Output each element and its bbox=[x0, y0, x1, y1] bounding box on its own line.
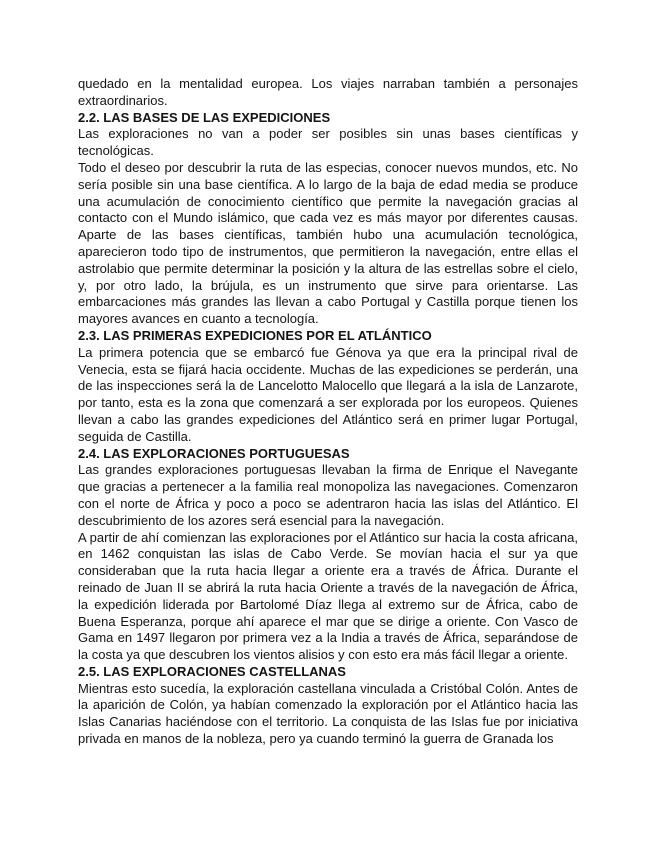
paragraph-castellanas: Mientras esto sucedía, la exploración castellana vinculada a Cristóbal Colón. Antes de la aparición de Colón, ya habían comenzado la exploración por el Atlántico hacia las Islas Canarias haciéndose con el territorio. La conquista de las Islas fue por iniciativa privada en manos de la nobleza, pero ya cuando terminó la guerra de Granada los bbox=[78, 680, 578, 747]
paragraph-portuguesas-detail: A partir de ahí comienzan las exploraciones por el Atlántico sur hacia la costa africana, en 1462 conquistan las islas de Cabo Verde. Se movían hacia el sur ya que consideraban que la ruta hacia llegar a oriente era a través de África. Durante el reinado de Juan II se abrirá la ruta hacia Oriente a través de la navegación de África, la expedición liderada por Bartolomé Díaz llega al extremo sur de África, cabo de Buena Esperanza, porque ahí aparece el mar que se dirige a oriente. Con Vasco de Gama en 1497 llegaron por primera vez a la India a través de África, separándose de la costa ya que descubren los vientos alisios y con esto era más fácil llegar a oriente. bbox=[78, 529, 578, 663]
document-page bbox=[78, 76, 578, 748]
section-heading-bases-expediciones: 2.2. LAS BASES DE LAS EXPEDICIONES bbox=[78, 109, 331, 125]
section-heading-primeras-expediciones: 2.3. LAS PRIMERAS EXPEDICIONES POR EL ATLÁNTICO bbox=[78, 327, 432, 343]
paragraph-primeras-expediciones: La primera potencia que se embarcó fue Génova ya que era la principal rival de Venecia, esta se fijará hacia occidente. Muchas de las expediciones se perderán, una de las inspecciones será la de Lancelotto Malocello que llegará a la isla de Lanzarote, por tanto, esta es la zona que comenzará a ser explorada por los europeos. Quienes llevan a cabo las grandes expediciones del Atlántico será en primer lugar Portugal, seguida de Castilla. bbox=[78, 344, 578, 444]
paragraph-bases-intro: Las exploraciones no van a poder ser posibles sin unas bases científicas y tecnológicas. bbox=[78, 126, 578, 159]
paragraph-travel-narratives: quedado en la mentalidad europea. Los viajes narraban también a personajes extraordinarios. bbox=[78, 76, 578, 108]
section-heading-exploraciones-castellanas: 2.5. LAS EXPLORACIONES CASTELLANAS bbox=[78, 663, 346, 679]
section-heading-exploraciones-portuguesas: 2.4. LAS EXPLORACIONES PORTUGUESAS bbox=[78, 445, 350, 461]
paragraph-portuguesas-intro: Las grandes exploraciones portuguesas llevaban la firma de Enrique el Navegante que gracias a pertenecer a la familia real monopoliza las navegaciones. Comenzaron con el norte de África y poco a poco se adentraron hacia las islas del Atlántico. El descubrimiento de los azores será esencial para la navegación. bbox=[78, 462, 578, 528]
paragraph-bases-detail: Todo el deseo por descubrir la ruta de las especias, conocer nuevos mundos, etc. No sería posible sin una base científica. A lo largo de la baja de edad media se produce una acumulación de conocimiento científico que permite la navegación gracias al contacto con el Mundo islámico, que cada vez es más mayor por diferentes causas. Aparte de las bases científicas, también hubo una acumulación tecnológica, aparecieron todo tipo de instrumentos, que permitieron la navegación, entre ellas el astrolabio que permite determinar la posición y la altura de las estrellas sobre el cielo, y, por otro lado, la brújula, es un instrumento que sirve para orientarse. Las embarcaciones más grandes las llevan a cabo Portugal y Castilla porque tienen los mayores avances en cuanto a tecnología. bbox=[78, 159, 578, 327]
